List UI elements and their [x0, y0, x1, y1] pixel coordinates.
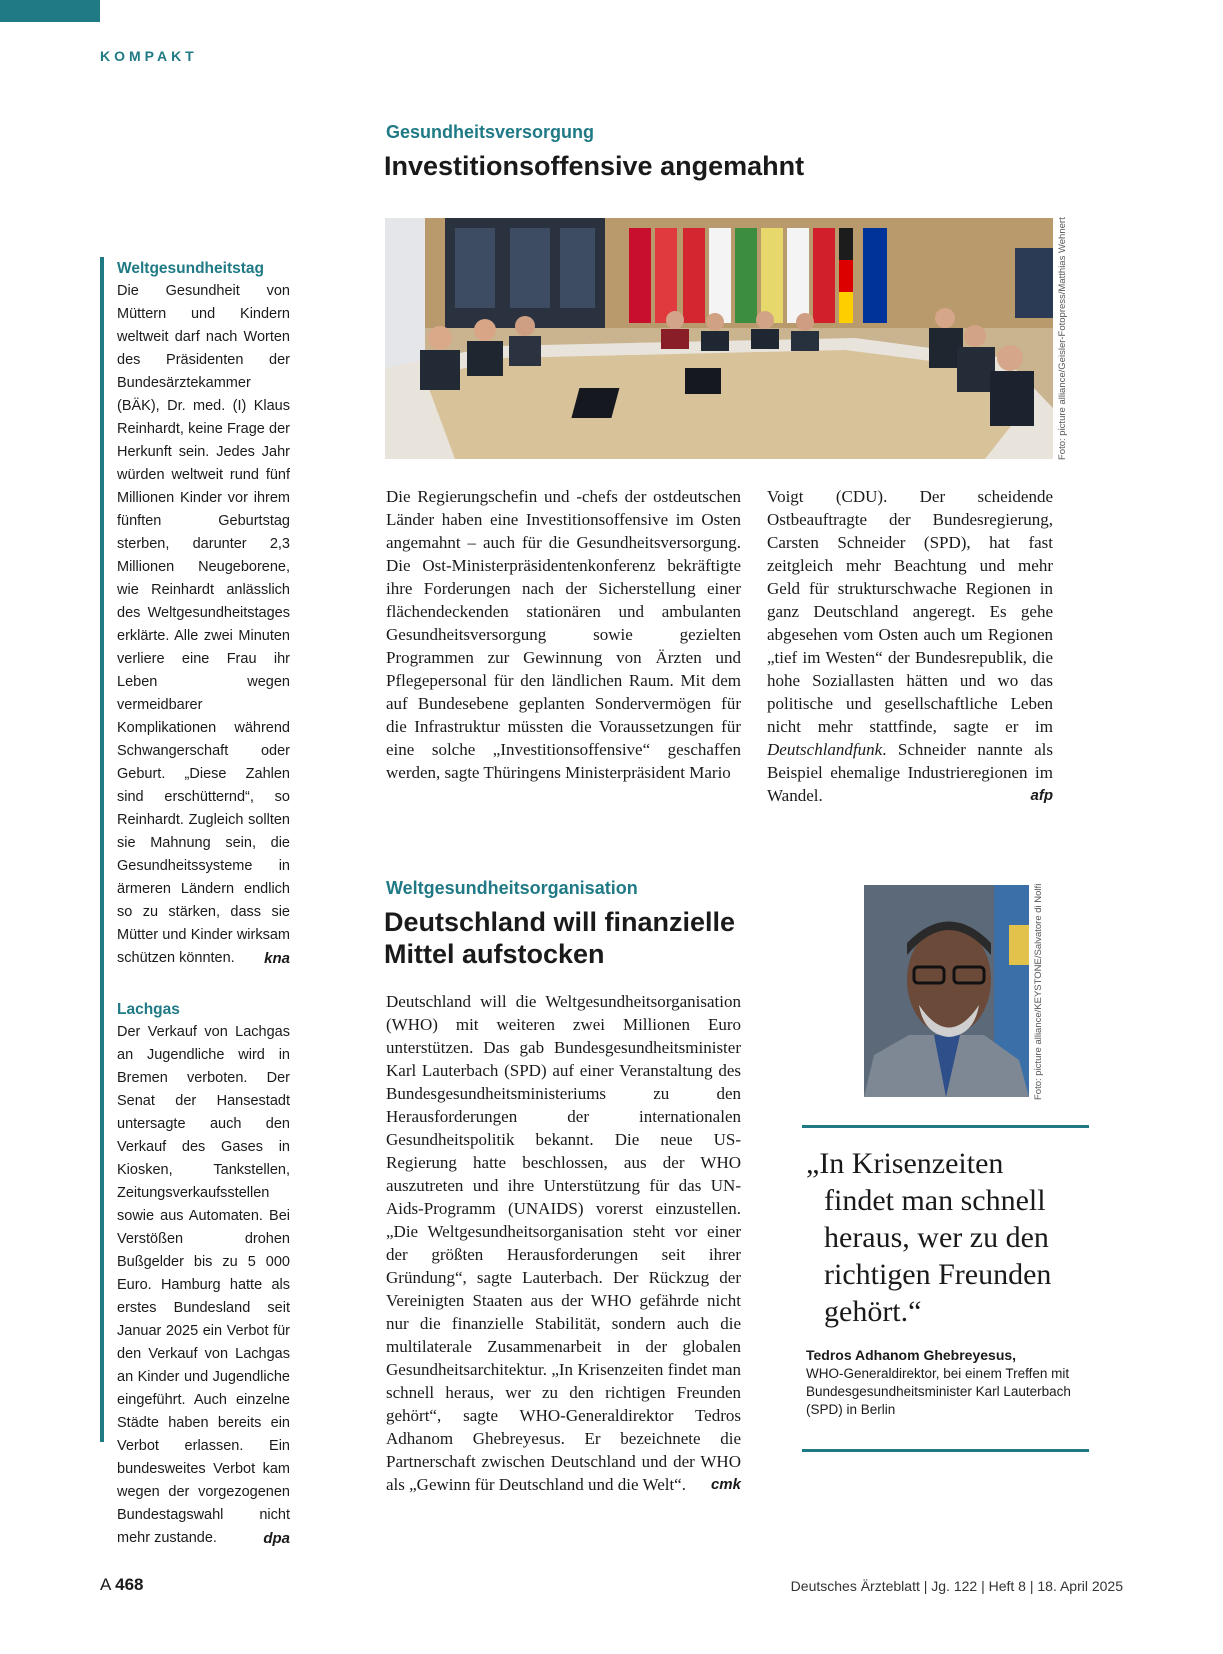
article2-text: [386, 990, 741, 1496]
article1-kicker: Gesundheitsversorgung: [386, 122, 595, 142]
quote-author-role: WHO-Generaldirektor, bei einem Treffen mit Bundesgesundheitsminister Karl Lauterbach (SPD) in Berlin: [806, 1366, 1071, 1417]
article1-headline: Investitionsoffensive angemahnt: [384, 151, 805, 181]
conference-photo-illustration: [385, 218, 1053, 459]
sidebar-item2-text: [117, 1021, 290, 1550]
section-label: KOMPAKT: [100, 48, 198, 64]
article1-col1: Die Regierungschefin und -chefs der ostdeutschen Länder haben eine Investitionsoffensive im Osten angemahnt – auch für die Gesundheitsversorgung. Die Ost-Ministerpräsidentenkonferenz bekräftigte ihre Forderungen nach der Sicherstellung einer flächendeckenden stationären und ambulanten Gesundheitsversorgung sowie gezielten Programmen zur Gewinnung von Ärzten und Pflegepersonal für den ländlichen Raum. Mit dem auf Bundesebene geplanten Sondervermögen für die Infrastruktur müssten die Voraussetzungen für eine solche „Investitionsoffensive“ geschaffen werden, sagte Thüringens Ministerpräsident Mario: [386, 487, 741, 782]
quote-author: Tedros Adhanom Ghebreyesus,: [806, 1347, 1017, 1363]
sidebar-item2-title: Lachgas: [117, 1001, 180, 1018]
quote-line-5: gehört.“: [824, 1295, 922, 1328]
article2-kicker: Weltgesundheitsorganisation: [386, 878, 638, 898]
article2-body: Deutschland will die Weltgesundheitsorganisation (WHO) mit weiteren zwei Millionen Euro unterstützen. Das gab Bundesgesundheitsminister Karl Lauterbach (SPD) auf einer Veranstaltung des Bundesgesundheitsministeriums zu den Herausforderungen der internationalen Gesundheitspolitik bekannt. Die neue US-Regierung hatte beschlossen, aus der WHO auszutreten und ihre Unterstützung für das UN-Aids-Programm (UNAIDS) vorerst einzustellen. „Die Weltgesundheitsorganisation steht vor einer der größten Herausforderungen seit ihrer Gründung“, sagte Lauterbach. Der Rückzug der Vereinigten Staaten aus der WHO gefährde nicht nur die finanzielle Stabilität, sondern auch die multilaterale Zusammenarbeit in der globalen Gesundheitsarchitektur. „In Krisenzeiten findet man schnell heraus, wer zu den richtigen Freunden gehört“, sagte WHO-Generaldirektor Tedros Adhanom Ghebreyesus. Er bezeichnete die Partnerschaft zwischen Deutschland und der WHO als „Gewinn für Deutschland und die Welt“.: [386, 992, 741, 1494]
quote-line-4: richtigen Freunden: [824, 1258, 1052, 1291]
quote-attribution: [806, 1346, 1091, 1419]
page-prefix: A: [100, 1575, 111, 1594]
portrait-photo-credit: Foto: picture alliance/KEYSTONE/Salvatore di Nolfi: [1033, 883, 1044, 1100]
journal-info: Deutsches Ärzteblatt | Jg. 122 | Heft 8 | 18. April 2025: [790, 1578, 1123, 1594]
article1-photo: [385, 218, 1053, 459]
article2-signature: cmk: [710, 1476, 741, 1493]
article2-headline: [384, 906, 735, 970]
sidebar-item1-text: [117, 280, 290, 970]
sidebar-news: [100, 257, 290, 1547]
sidebar-item1-title: Weltgesundheitstag: [117, 260, 264, 277]
article2-headline-line2: Mittel aufstocken: [384, 939, 605, 969]
article1-col2: [767, 485, 1053, 807]
article1-signature: afp: [1030, 787, 1053, 804]
portrait-illustration: [864, 885, 1029, 1097]
article1-col2-italic: Deutschlandfunk: [767, 740, 883, 759]
portrait-photo: [864, 885, 1029, 1097]
sidebar-item2-body: Der Verkauf von Lachgas an Jugendliche wird in Bremen verboten. Der Senat der Hansestadt untersagte auch den Verkauf des Gases in Kiosken, Tankstellen, Zeitungsverkaufsstellen sowie aus Automaten. Bei Verstößen drohen Bußgelder bis zu 5 000 Euro. Hamburg hatte als erstes Bundesland seit Januar 2025 ein Verbot für den Verkauf von Lachgas an Kinder und Jugendliche eingeführt. Auch einzelne Städte haben bereits ein Verbot erlassen. Ein bundesweites Verbot kam wegen der vorgezogenen Bundestagswahl nicht mehr zustande.: [117, 1024, 290, 1546]
article1-col2-text-b: . Schneider nannte als Beispiel ehemalige Industrieregionen im Wandel.: [767, 740, 1053, 805]
quote-line-1: „In Krisenzeiten: [806, 1147, 1004, 1180]
quote-text: [806, 1145, 1096, 1330]
sidebar-item1-body: Die Gesundheit von Müttern und Kindern weltweit darf nach Worten des Präsidenten der Bundesärztekammer (BÄK), Dr. med. (I) Klaus Reinhardt, keine Frage der Herkunft sein. Jedes Jahr würden weltweit rund fünf Millionen Kinder vor ihrem fünften Geburtstag sterben, darunter 2,3 Millionen Neugeborene, wie Reinhardt anlässlich des Weltgesundheitstages erklärte. Alle zwei Minuten verliere eine Frau ihr Leben wegen vermeidbarer Komplikationen während Schwangerschaft oder Geburt. „Diese Zahlen sind erschütternd“, so Reinhardt. Zugleich sollten sie Mahnung sein, die Gesundheitssysteme in ärmeren Ländern endlich so zu stärken, dass sie Mütter und Kinder wirksam schützen könnten.: [117, 283, 290, 966]
accent-bar: [0, 0, 100, 22]
page-number-value: 468: [115, 1575, 144, 1594]
page-number: [100, 1575, 144, 1595]
quote-line-2: findet man schnell: [824, 1184, 1046, 1217]
article2-headline-line1: Deutschland will finanzielle: [384, 907, 736, 937]
article1-col2-text-a: Voigt (CDU). Der scheidende Ostbeauftragte der Bundesregierung, Carsten Schneider (SPD), hat fast zeitgleich mehr Beachtung und mehr Geld für strukturschwache Regionen in ganz Deutschland angeregt. Es gehe abgesehen vom Osten auch um Regionen „tief im Westen“ der Bundesrepublik, die hohe Soziallasten hätten und wo das politische und gesellschaftliche Leben nicht mehr stattfinde, sagte er im: [767, 487, 1053, 736]
quote-line-3: heraus, wer zu den: [824, 1221, 1049, 1254]
sidebar-item2-signature: dpa: [263, 1530, 290, 1547]
sidebar-item1-signature: kna: [264, 950, 290, 967]
article1-photo-credit: Foto: picture alliance/Geisler-Fotopress/Matthias Wehnert: [1057, 217, 1068, 460]
